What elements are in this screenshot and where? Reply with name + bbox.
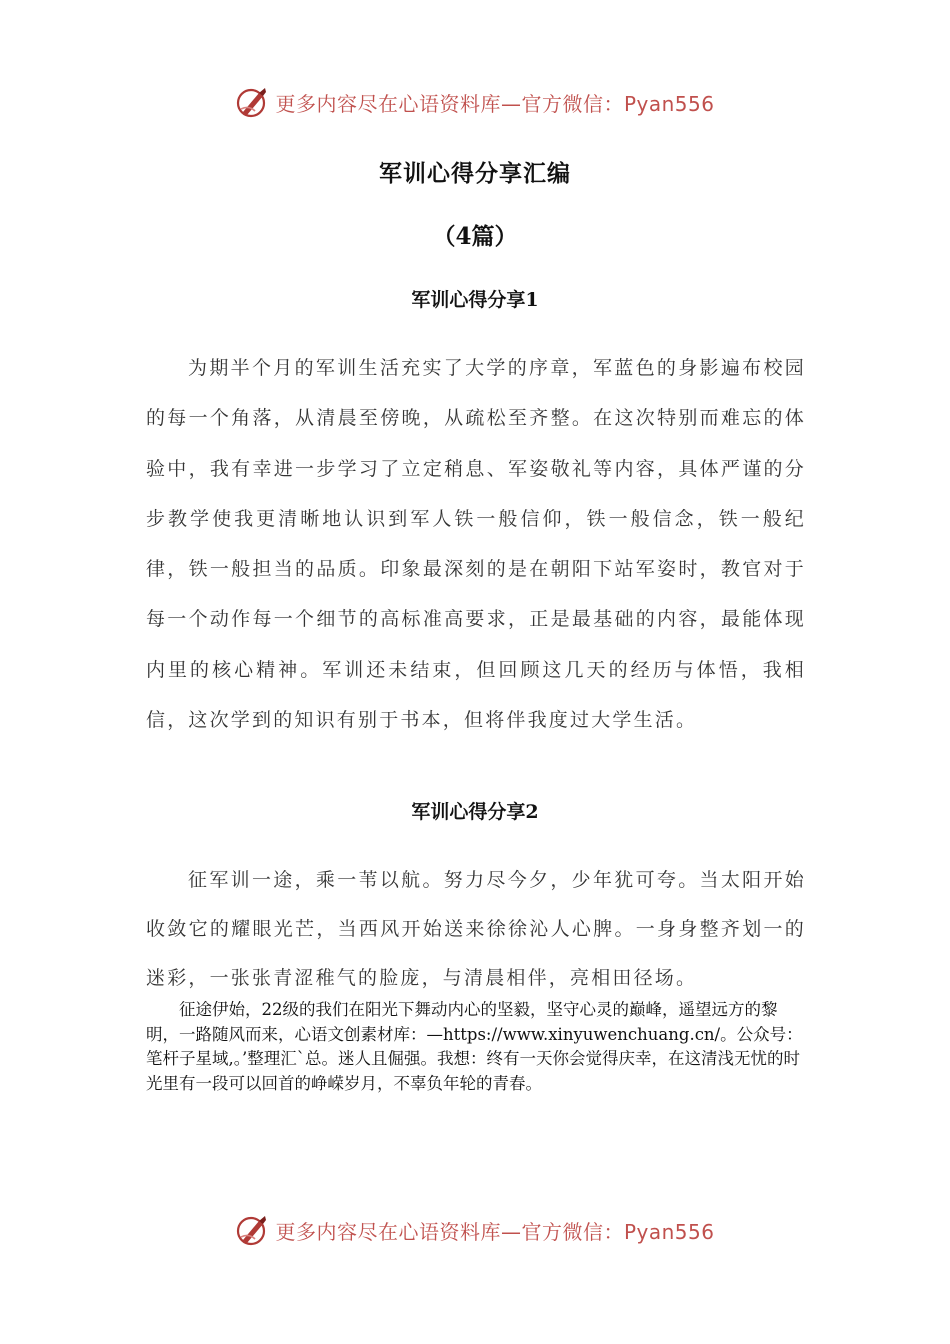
- section-1-body: 为期半个月的军训生活充实了大学的序章，军蓝色的身影遍布校园的每一个角落，从清晨至傍晚，从疏松至齐整。在这次特别而难忘的体验中，我有幸进一步学习了立定稍息、军姿敬礼等内容，具体严谨的分步教学使我更清晰地认识到军人铁一般信仰，铁一般信念，铁一般纪律，铁一般担当的品质。印象最深刻的是在朝阳下站军姿时，教官对于每一个动作每一个细节的高标准高要求，正是最基础的内容，最能体现内里的核心精神。军训还未结束，但回顾这几天的经历与体悟，我相信，这次学到的知识有别于书本，但将伴我度过大学生活。: [146, 357, 806, 732]
- section-2-continuation: 征途伊始，22级的我们在阳光下舞动内心的坚毅，坚守心灵的巅峰，遥望远方的黎明，一路随风而来，心语文创素材库：—https://www.xinyuwenchuang.cn/。公众号：笔杆子星域,。’整理汇`总。迷人且倔强。我想：终有一天你会觉得庆幸，在这清浅无忧的时光里有一段可以回首的峥嵘岁月，不辜负年轮的青春。: [146, 1000, 803, 1093]
- section-1-heading: 军训心得分享1: [411, 289, 539, 311]
- footer-banner-text: 更多内容尽在心语资料库—官方微信：Pyan556: [275, 1219, 715, 1244]
- pen-logo-icon: [235, 85, 269, 119]
- footer-banner: [0, 1210, 950, 1250]
- header-banner-content: [235, 85, 714, 119]
- header-banner: [0, 82, 950, 122]
- section-2-body: 征军训一途，乘一苇以航。努力尽今夕，少年犹可夸。当太阳开始收敛它的耀眼光芒，当西风开始送来徐徐沁人心脾。一身身整齐划一的迷彩，一张张青涩稚气的脸庞，与清晨相伴，亮相田径场。: [146, 869, 806, 989]
- header-banner-text: 更多内容尽在心语资料库—官方微信：Pyan556: [275, 91, 715, 116]
- document-title: 军训心得分享汇编: [379, 160, 571, 187]
- footer-banner-content: [235, 1213, 714, 1247]
- section-2-heading: 军训心得分享2: [411, 801, 539, 823]
- document-subtitle: （4篇）: [432, 223, 518, 250]
- pen-logo-icon: [235, 1213, 269, 1247]
